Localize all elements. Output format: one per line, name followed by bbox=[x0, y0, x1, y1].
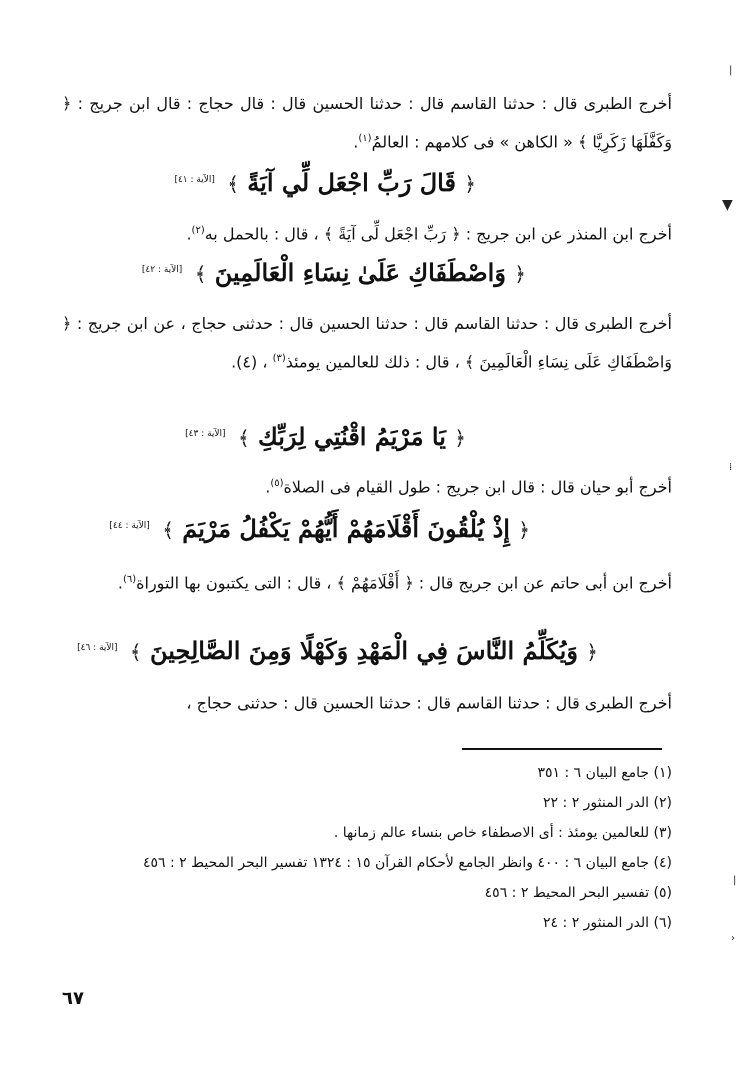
verse-bracket-open: ﴿ bbox=[586, 640, 598, 664]
inline-quran-quote: ﴿ أَقْلَامَهُمْ ﴾ bbox=[336, 573, 414, 593]
paragraph-text: أخرج الطبرى قال : حدثنا القاسم قال : حدثنا الحسين قال : حدثنى حجاج ، bbox=[186, 693, 672, 713]
margin-tick-mark: ⁞ bbox=[729, 462, 733, 473]
verse-bracket-close: ﴾ bbox=[227, 172, 239, 196]
footnote-ref: (٣) bbox=[272, 353, 286, 364]
ayah-number: [الآية : ٤٦] bbox=[77, 643, 118, 653]
footnote-item: (٥) تفسير البحر المحيط ٢ : ٤٥٦ bbox=[484, 885, 672, 901]
verse-bracket-open: ﴿ bbox=[464, 172, 476, 196]
quran-verse-43 bbox=[185, 416, 466, 456]
verse-text: إِذْ يُلْقُونَ أَقْلَامَهُمْ أَيُّهُمْ يَكْفُلُ مَرْيَمَ bbox=[182, 514, 510, 543]
ayah-number: [الآية : ٤٢] bbox=[141, 265, 183, 275]
inline-quran-quote: ﴿ وَكَفَّلَهَا زَكَرِيَّا ﴾ bbox=[62, 94, 672, 152]
verse-text: يَا مَرْيَمُ اقْنُتِي لِرَبِّكِ bbox=[258, 422, 446, 451]
tafsir-paragraph-4 bbox=[62, 466, 672, 504]
paragraph-text: أخرج أبو حيان قال : قال ابن جريج : طول القيام فى الصلاة bbox=[283, 477, 672, 497]
quran-verse-46 bbox=[77, 630, 598, 670]
margin-tick-mark: | bbox=[733, 875, 737, 886]
tafsir-paragraph-1 bbox=[62, 86, 672, 159]
paragraph-text: ، (٤). bbox=[231, 352, 273, 372]
paragraph-text: « الكاهن » فى كلامهم : العالمُ bbox=[371, 132, 578, 152]
paragraph-text: أخرج الطبرى قال : حدثنا القاسم قال : حدثنا الحسين قال : حدثنى حجاج ، عن ابن جريج : bbox=[71, 314, 672, 333]
footnote-ref: (٢) bbox=[191, 225, 205, 236]
paragraph-text: ، قال : ذلك للعالمين يومئذ bbox=[285, 352, 465, 372]
footnote-item: (٦) الدر المنثور ٢ : ٢٤ bbox=[543, 915, 672, 931]
footnote-separator bbox=[462, 748, 662, 750]
footnote-item: (٣) للعالمين يومئذ : أى الاصطفاء خاص بنساء عالم زمانها . bbox=[333, 825, 672, 841]
verse-bracket-open: ﴿ bbox=[454, 426, 466, 450]
page-number: ٦٧ bbox=[62, 988, 84, 1009]
footnote-item: (٢) الدر المنثور ٢ : ٢٢ bbox=[543, 795, 672, 811]
ayah-number: [الآية : ٤٣] bbox=[185, 429, 226, 439]
paragraph-text: أخرج ابن المنذر عن ابن جريج : bbox=[460, 224, 672, 244]
footnote-ref: (٦) bbox=[122, 574, 137, 585]
verse-text: وَاصْطَفَاكِ عَلَىٰ نِسَاءِ الْعَالَمِينَ bbox=[214, 258, 506, 287]
paragraph-text: ، قال : التى يكتبون بها التوراة bbox=[136, 573, 337, 593]
ayah-number: [الآية : ٤١] bbox=[174, 175, 215, 185]
verse-bracket-close: ﴾ bbox=[194, 262, 207, 286]
footnote-ref: (١) bbox=[358, 133, 372, 144]
footnote-item: (٤) جامع البيان ٦ : ٤٠٠ وانظر الجامع لأحكام القرآن ١٥ : ١٣٢٤ تفسير البحر المحيط ٢ : ٤٥٦ bbox=[142, 855, 672, 871]
paragraph-text: . bbox=[265, 477, 271, 497]
paragraph-text: ، قال : بالحمل به bbox=[204, 224, 324, 244]
verse-text: وَيُكَلِّمُ النَّاسَ فِي الْمَهْدِ وَكَهْلًا وَمِنَ الصَّالِحِينَ bbox=[149, 636, 578, 665]
verse-bracket-close: ﴾ bbox=[129, 640, 142, 664]
verse-bracket-open: ﴿ bbox=[514, 262, 526, 286]
verse-bracket-close: ﴾ bbox=[237, 426, 250, 450]
tafsir-paragraph-3 bbox=[62, 306, 672, 379]
paragraph-text: أخرج الطبرى قال : حدثنا القاسم قال : حدثنا الحسين قال : قال حجاج : قال ابن جريج : bbox=[71, 94, 672, 113]
quran-verse-44 bbox=[109, 508, 530, 548]
ayah-number: [الآية : ٤٤] bbox=[109, 521, 150, 531]
verse-bracket-close: ﴾ bbox=[162, 518, 174, 542]
inline-quran-quote: ﴿ رَبِّ اجْعَل لِّى آيَةً ﴾ bbox=[323, 224, 461, 244]
paragraph-text: . bbox=[117, 573, 123, 593]
paragraph-text: أخرج ابن أبى حاتم عن ابن جريج قال : bbox=[413, 573, 672, 593]
verse-text: قَالَ رَبِّ اجْعَل لِّي آيَةً bbox=[247, 168, 456, 197]
footnotes bbox=[60, 758, 672, 938]
footnote-ref: (٥) bbox=[270, 478, 284, 489]
quran-verse-41 bbox=[174, 162, 476, 202]
footnote-item: (١) جامع البيان ٦ : ٣٥١ bbox=[537, 765, 672, 781]
paragraph-text: . bbox=[353, 132, 359, 152]
quran-verse-42 bbox=[142, 252, 526, 292]
tafsir-paragraph-2 bbox=[62, 213, 672, 251]
tafsir-paragraph-5 bbox=[62, 562, 672, 600]
tafsir-paragraph-6 bbox=[62, 682, 672, 720]
verse-bracket-open: ﴿ bbox=[518, 518, 530, 542]
inline-quran-quote: ﴿ وَاصْطَفَاكِ عَلَى نِسَاءِ الْعَالَمِينَ ﴾ bbox=[62, 314, 672, 372]
margin-tick-mark: › bbox=[731, 933, 735, 944]
paragraph-text: . bbox=[186, 224, 192, 244]
margin-arrow-mark: ▼ bbox=[722, 197, 733, 213]
margin-tick-mark: | bbox=[729, 65, 733, 76]
